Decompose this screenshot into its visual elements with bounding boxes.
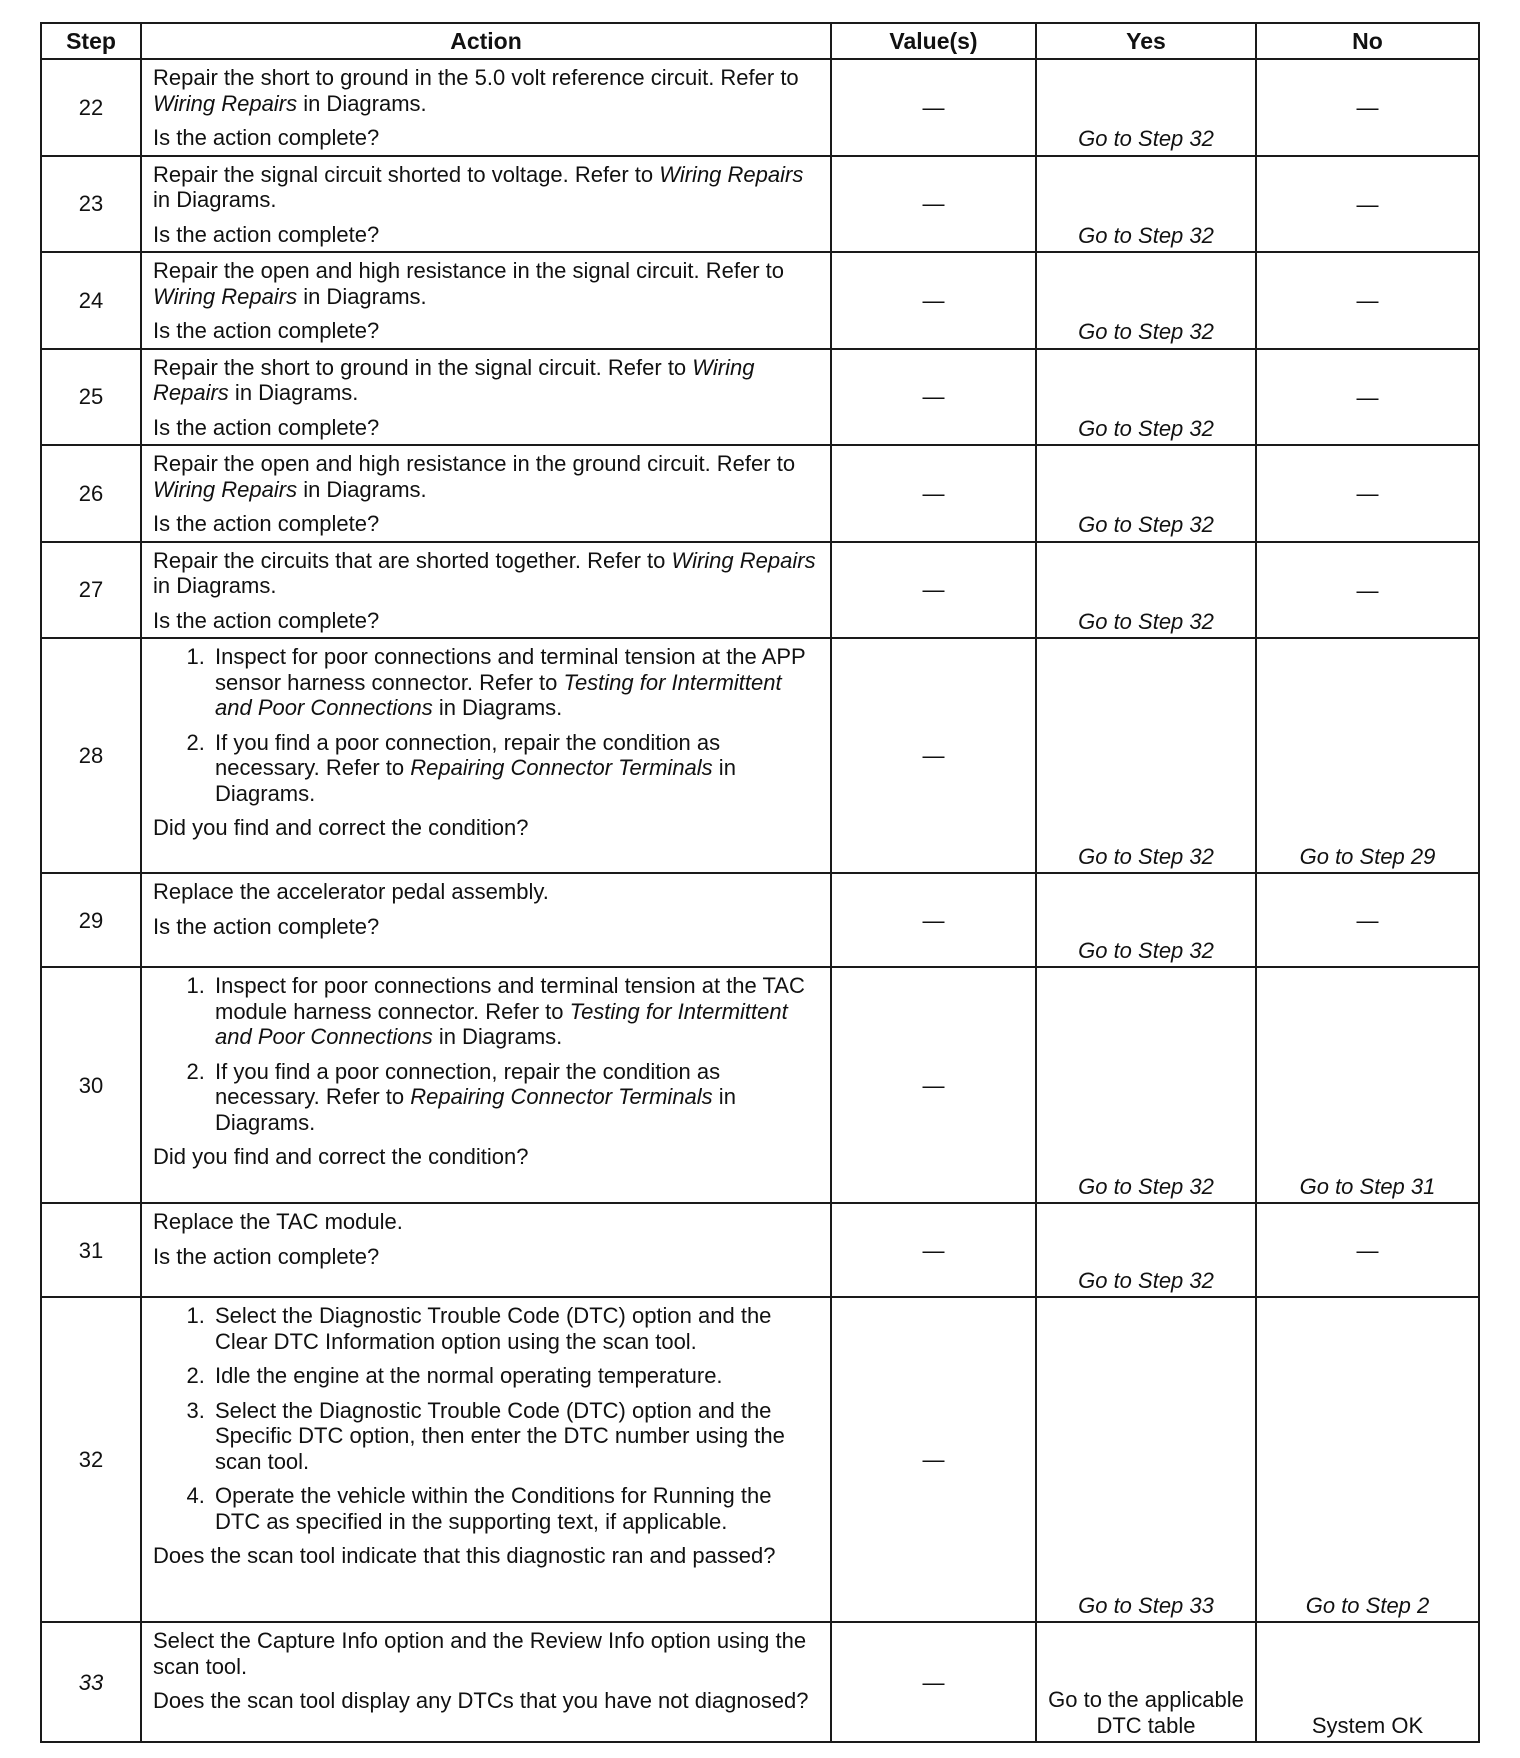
reference-title: Wiring Repairs	[153, 90, 298, 116]
action-cell	[141, 1203, 831, 1297]
action-question: Is the action complete?	[153, 125, 380, 151]
header-row	[41, 23, 1479, 59]
action-text: in Diagrams.	[228, 380, 359, 406]
list-item	[211, 1363, 820, 1389]
header-values: Value(s)	[831, 23, 1036, 59]
action-text: If you find a poor connection, repair the condition as necessary. Refer to	[215, 729, 721, 781]
step-number: 23	[41, 156, 141, 253]
action-text: in Diagrams.	[432, 695, 563, 721]
no-result: —	[1256, 445, 1479, 542]
action-question: Does the scan tool indicate that this diagnostic ran and passed?	[153, 1543, 776, 1569]
action-text: in Diagrams.	[432, 1024, 563, 1050]
no-result: System OK	[1256, 1622, 1479, 1742]
step-number: 33	[41, 1622, 141, 1742]
yes-result: Go to Step 32	[1036, 445, 1256, 542]
action-text: Select the Diagnostic Trouble Code (DTC) option and the Specific DTC option, then enter the DTC number using the scan tool.	[215, 1397, 785, 1474]
action-cell	[141, 542, 831, 639]
action-text: If you find a poor connection, repair the condition as necessary. Refer to	[215, 1058, 721, 1110]
list-item	[211, 1303, 820, 1354]
values-cell: —	[831, 542, 1036, 639]
action-text: Repair the short to ground in the 5.0 volt reference circuit. Refer to	[153, 65, 799, 90]
action-paragraph	[153, 548, 820, 599]
action-text: Repair the circuits that are shorted together. Refer to	[153, 547, 672, 573]
no-result: —	[1256, 1203, 1479, 1297]
action-text: Select the Capture Info option and the Review Info option using the scan tool.	[153, 1628, 807, 1679]
action-paragraph	[153, 65, 820, 116]
action-cell	[141, 156, 831, 253]
yes-result: Go to Step 32	[1036, 349, 1256, 446]
yes-result: Go to Step 32	[1036, 252, 1256, 349]
reference-title: Repairing Connector Terminals	[410, 1084, 713, 1110]
step-number: 22	[41, 59, 141, 156]
action-question: Is the action complete?	[153, 511, 380, 537]
list-item	[211, 644, 820, 721]
action-text: in Diagrams.	[297, 283, 427, 309]
header-step: Step	[41, 23, 141, 59]
table-row	[41, 349, 1479, 446]
yes-result: Go to Step 32	[1036, 542, 1256, 639]
action-text: in Diagrams.	[215, 1084, 736, 1135]
action-cell	[141, 638, 831, 873]
action-text: in Diagrams.	[215, 755, 736, 806]
values-cell: —	[831, 1622, 1036, 1742]
step-number: 27	[41, 542, 141, 639]
yes-result: Go to Step 32	[1036, 156, 1256, 253]
list-item	[211, 1398, 820, 1475]
action-text: in Diagrams.	[297, 90, 427, 116]
action-cell	[141, 252, 831, 349]
table-row	[41, 1297, 1479, 1622]
values-cell: —	[831, 349, 1036, 446]
action-question: Is the action complete?	[153, 221, 380, 247]
reference-title: Testing for Intermittent and Poor Connections	[215, 998, 788, 1050]
action-paragraph	[153, 1209, 820, 1235]
action-text: in Diagrams.	[153, 187, 277, 213]
values-cell: —	[831, 1203, 1036, 1297]
values-cell: —	[831, 59, 1036, 156]
values-cell: —	[831, 252, 1036, 349]
reference-title: Repairing Connector Terminals	[410, 755, 713, 781]
action-cell	[141, 1622, 831, 1742]
values-cell: —	[831, 156, 1036, 253]
action-text: in Diagrams.	[153, 573, 277, 599]
step-number: 24	[41, 252, 141, 349]
action-question: Did you find and correct the condition?	[153, 815, 529, 841]
no-result: —	[1256, 252, 1479, 349]
list-item	[211, 1483, 820, 1534]
action-cell	[141, 445, 831, 542]
action-text: Repair the open and high resistance in the signal circuit. Refer to	[153, 258, 785, 284]
yes-result: Go to Step 32	[1036, 638, 1256, 873]
action-text: Replace the TAC module.	[153, 1209, 403, 1235]
action-paragraph	[153, 1628, 820, 1679]
diagnostic-steps-table	[40, 22, 1480, 1743]
step-number: 28	[41, 638, 141, 873]
table-row	[41, 638, 1479, 873]
no-result: Go to Step 2	[1256, 1297, 1479, 1622]
yes-result: Go to Step 33	[1036, 1297, 1256, 1622]
values-cell: —	[831, 1297, 1036, 1622]
values-cell: —	[831, 967, 1036, 1203]
action-text: in Diagrams.	[297, 476, 427, 502]
table-row	[41, 873, 1479, 967]
action-question: Does the scan tool display any DTCs that you have not diagnosed?	[153, 1688, 809, 1714]
action-cell	[141, 873, 831, 967]
action-paragraph	[153, 355, 820, 406]
yes-result: Go to Step 32	[1036, 1203, 1256, 1297]
reference-title: Wiring Repairs	[153, 354, 755, 406]
action-cell	[141, 1297, 831, 1622]
reference-title: Wiring Repairs	[671, 547, 816, 573]
action-paragraph	[153, 879, 820, 905]
table-body	[41, 59, 1479, 1742]
table-row	[41, 1203, 1479, 1297]
reference-title: Testing for Intermittent and Poor Connections	[215, 669, 782, 721]
values-cell: —	[831, 873, 1036, 967]
yes-result: Go to Step 32	[1036, 967, 1256, 1203]
table-row	[41, 156, 1479, 253]
action-question: Is the action complete?	[153, 607, 380, 633]
step-number: 29	[41, 873, 141, 967]
action-text: Replace the accelerator pedal assembly.	[153, 879, 549, 905]
action-text: Idle the engine at the normal operating temperature.	[215, 1363, 723, 1389]
action-text: Select the Diagnostic Trouble Code (DTC) option and the Clear DTC Information option using the scan tool.	[215, 1303, 772, 1354]
no-result: —	[1256, 542, 1479, 639]
step-number: 32	[41, 1297, 141, 1622]
table-row	[41, 252, 1479, 349]
values-cell: —	[831, 445, 1036, 542]
list-item	[211, 1059, 820, 1136]
no-result: —	[1256, 349, 1479, 446]
table-row	[41, 1622, 1479, 1742]
action-text: Repair the open and high resistance in the ground circuit. Refer to	[153, 451, 796, 477]
header-no: No	[1256, 23, 1479, 59]
action-text: Repair the signal circuit shorted to voltage. Refer to	[153, 161, 660, 187]
no-result: —	[1256, 59, 1479, 156]
yes-result: Go to Step 32	[1036, 873, 1256, 967]
action-steps-list	[153, 644, 820, 806]
action-question: Did you find and correct the condition?	[153, 1144, 529, 1170]
no-result: —	[1256, 873, 1479, 967]
action-steps-list	[153, 973, 820, 1135]
action-text: Repair the short to ground in the signal circuit. Refer to	[153, 354, 693, 380]
table-row	[41, 445, 1479, 542]
no-result: Go to Step 31	[1256, 967, 1479, 1203]
table-row	[41, 542, 1479, 639]
reference-title: Wiring Repairs	[153, 283, 298, 309]
step-number: 25	[41, 349, 141, 446]
action-cell	[141, 349, 831, 446]
reference-title: Wiring Repairs	[659, 161, 804, 187]
action-question: Is the action complete?	[153, 318, 380, 344]
action-steps-list	[153, 1303, 820, 1534]
step-number: 26	[41, 445, 141, 542]
reference-title: Wiring Repairs	[153, 476, 298, 502]
step-number: 31	[41, 1203, 141, 1297]
action-cell	[141, 59, 831, 156]
action-question: Is the action complete?	[153, 414, 380, 440]
table-row	[41, 967, 1479, 1203]
table-row	[41, 59, 1479, 156]
action-paragraph	[153, 451, 820, 502]
action-question: Is the action complete?	[153, 913, 380, 939]
action-question: Is the action complete?	[153, 1243, 380, 1269]
header-yes: Yes	[1036, 23, 1256, 59]
values-cell: —	[831, 638, 1036, 873]
list-item	[211, 973, 820, 1050]
action-text: Inspect for poor connections and terminal tension at the TAC module harness connector. Refer to	[215, 973, 805, 1024]
action-cell	[141, 967, 831, 1203]
list-item	[211, 730, 820, 807]
step-number: 30	[41, 967, 141, 1203]
action-text: Operate the vehicle within the Conditions for Running the DTC as specified in the supporting text, if applicable.	[215, 1483, 772, 1534]
action-paragraph	[153, 258, 820, 309]
yes-result: Go to Step 32	[1036, 59, 1256, 156]
no-result: —	[1256, 156, 1479, 253]
action-text: Inspect for poor connections and terminal tension at the APP sensor harness connector. Refer to	[215, 644, 806, 695]
yes-result: Go to the applicable DTC table	[1036, 1622, 1256, 1742]
no-result: Go to Step 29	[1256, 638, 1479, 873]
header-action: Action	[141, 23, 831, 59]
action-paragraph	[153, 162, 820, 213]
